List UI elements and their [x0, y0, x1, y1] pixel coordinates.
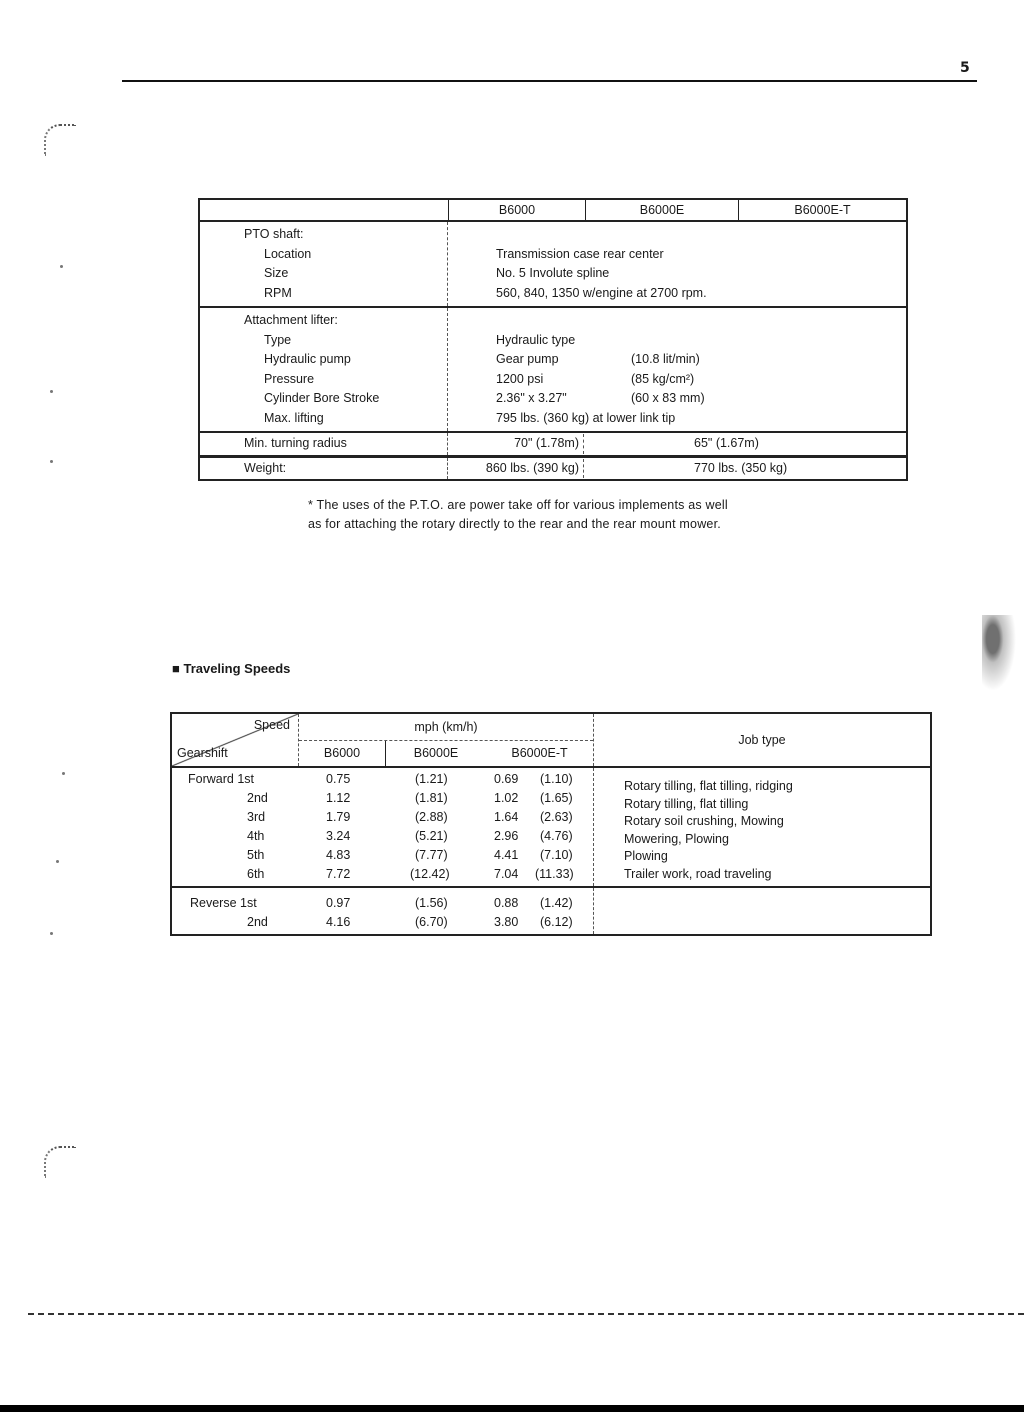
gear-label: Forward 1st [188, 772, 254, 786]
speed-mph-et: 1.02 [494, 791, 519, 805]
speed-kmh: (6.70) [415, 915, 448, 929]
speed-mph: 1.12 [326, 791, 351, 805]
speck [50, 460, 53, 463]
speed-mph-et: 0.88 [494, 896, 519, 910]
lifter-cylinder-label: Cylinder Bore Stroke [264, 391, 380, 405]
footer-rule [28, 1313, 1024, 1315]
speed-mph-et: 3.80 [494, 915, 519, 929]
spec-header-b6000e: B6000E [586, 200, 739, 220]
lifter-title: Attachment lifter: [244, 313, 338, 327]
pto-size-label: Size [264, 266, 289, 280]
speed-mph-et: 1.64 [494, 810, 519, 824]
punch-hole-mark [44, 124, 76, 156]
job-type-item: Plowing [624, 849, 668, 863]
weight-label: Weight: [244, 460, 287, 475]
spec-header-blank [200, 200, 449, 220]
weight-others: 770 lbs. (350 kg) [694, 460, 788, 475]
traveling-speeds-table [170, 712, 932, 936]
scan-edge-bar [0, 1405, 1024, 1412]
speed-kmh-et: (4.76) [540, 829, 573, 843]
lifter-pump-label: Hydraulic pump [264, 352, 351, 366]
unit-header: mph (km/h) [299, 714, 593, 741]
job-type-item: Mowering, Plowing [624, 831, 729, 846]
job-type-item: Rotary tilling, flat tilling, ridging [624, 779, 793, 793]
speed-row [172, 913, 593, 932]
speck [56, 860, 59, 863]
speed-mph: 4.16 [326, 915, 351, 929]
lifter-type-value: Hydraulic type [496, 332, 576, 347]
speed-kmh: (1.56) [415, 896, 448, 910]
gear-label: Reverse 1st [190, 896, 257, 910]
turning-radius-others: 65" (1.67m) [694, 436, 759, 450]
speed-kmh-et: (1.10) [540, 772, 573, 786]
model-header-b6000et: B6000E-T [511, 746, 568, 760]
speed-row [172, 770, 593, 789]
speed-mph: 0.97 [326, 896, 351, 910]
diagonal-header-cell [172, 714, 299, 766]
gearshift-header: Gearshift [177, 746, 228, 760]
gear-label: 2nd [247, 915, 268, 929]
speed-kmh: (1.21) [415, 772, 448, 786]
speed-mph-et: 2.96 [494, 829, 519, 843]
spec-table [198, 198, 908, 481]
speed-mph: 1.79 [326, 810, 351, 824]
speck [50, 932, 53, 935]
speed-kmh-et: (1.65) [540, 791, 573, 805]
scan-smudge [982, 615, 1018, 695]
traveling-speeds-heading: ■ Traveling Speeds [172, 661, 291, 676]
speed-row [172, 865, 593, 884]
reverse-gears-section [172, 888, 930, 934]
header-rule [122, 80, 977, 82]
speed-kmh: (2.88) [415, 810, 448, 824]
speed-kmh-et: (7.10) [540, 848, 573, 862]
speed-row [172, 894, 593, 913]
turning-radius-row [200, 433, 906, 457]
speed-row [172, 846, 593, 865]
pto-rpm-value: 560, 840, 1350 w/engine at 2700 rpm. [496, 285, 707, 300]
spec-header-b6000: B6000 [449, 200, 586, 220]
pto-shaft-row [200, 222, 906, 308]
speed-row [172, 789, 593, 808]
lifter-type-label: Type [264, 332, 292, 347]
pto-title: PTO shaft: [244, 227, 304, 241]
punch-hole-mark [44, 1146, 76, 1178]
speed-kmh: (12.42) [410, 867, 450, 881]
speed-header: Speed [253, 718, 290, 732]
speed-kmh: (1.81) [415, 791, 448, 805]
speed-row [172, 808, 593, 827]
lifter-pressure-metric: (85 kg/cm²) [631, 371, 695, 386]
turning-radius-label: Min. turning radius [244, 436, 347, 450]
lifter-pump-metric: (10.8 lit/min) [631, 352, 700, 366]
speck [60, 265, 63, 268]
gear-label: 5th [247, 848, 265, 862]
pto-size-value: No. 5 Involute spline [496, 266, 610, 280]
lifter-pressure-value: 1200 psi [496, 371, 544, 386]
speeds-header [172, 714, 930, 768]
speck [62, 772, 65, 775]
lifter-pump-value: Gear pump [496, 352, 559, 366]
speed-kmh-et: (2.63) [540, 810, 573, 824]
speck [50, 390, 53, 393]
job-type-header: Job type [593, 714, 930, 766]
attachment-lifter-row [200, 308, 906, 433]
model-header-b6000: B6000 [299, 741, 386, 766]
pto-location-label: Location [264, 246, 312, 261]
job-type-list [624, 778, 793, 883]
speed-mph: 0.75 [326, 772, 351, 786]
lifter-max-lifting-value: 795 lbs. (360 kg) at lower link tip [496, 410, 676, 425]
speed-mph: 3.24 [326, 829, 351, 843]
gear-label: 3rd [247, 810, 266, 824]
speed-row [172, 827, 593, 846]
weight-b6000: 860 lbs. (390 kg) [448, 459, 584, 479]
gear-label: 4th [247, 829, 265, 843]
gear-label: 6th [247, 867, 265, 881]
gear-label: 2nd [247, 791, 268, 805]
weight-row [200, 457, 906, 480]
spec-header-row [200, 200, 906, 222]
spec-header-b6000et: B6000E-T [794, 203, 851, 217]
lifter-cylinder-value: 2.36" x 3.27" [496, 391, 567, 405]
job-type-item: Rotary tilling, flat tilling [624, 796, 749, 811]
speed-mph: 7.72 [326, 867, 351, 881]
lifter-pressure-label: Pressure [264, 371, 315, 386]
speed-mph-et: 0.69 [494, 772, 519, 786]
job-type-item: Rotary soil crushing, Mowing [624, 814, 784, 828]
speed-kmh-et: (1.42) [540, 896, 573, 910]
speed-mph-et: 7.04 [494, 867, 519, 881]
speed-kmh-et: (11.33) [535, 867, 574, 881]
speed-mph: 4.83 [326, 848, 351, 862]
pto-rpm-label: RPM [264, 285, 292, 300]
model-header-b6000e: B6000E [413, 746, 459, 760]
page-number: 5 [960, 60, 970, 76]
pto-location-value: Transmission case rear center [496, 246, 664, 261]
speed-kmh: (7.77) [415, 848, 448, 862]
forward-gears-section [172, 768, 930, 888]
speed-kmh: (5.21) [415, 829, 448, 843]
lifter-max-lifting-label: Max. lifting [264, 410, 324, 425]
turning-radius-b6000: 70" (1.78m) [448, 434, 584, 454]
lifter-cylinder-metric: (60 x 83 mm) [631, 391, 705, 405]
pto-footnote: * The uses of the P.T.O. are power take off for various implements as well as for attaching the rotary directly to the rear and the rear mount mower. [308, 498, 728, 531]
job-type-item: Trailer work, road traveling [624, 866, 772, 881]
speed-mph-et: 4.41 [494, 848, 519, 862]
speed-kmh-et: (6.12) [540, 915, 573, 929]
